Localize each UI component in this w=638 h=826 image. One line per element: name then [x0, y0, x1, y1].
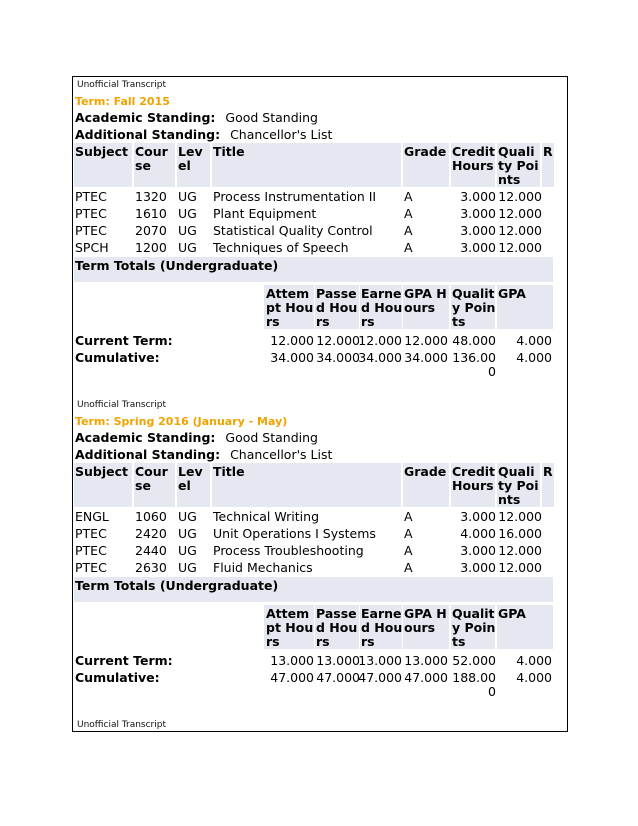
course-credit-hours: 3.000	[460, 189, 496, 204]
academic-standing-value: Good Standing	[225, 430, 318, 445]
term-totals-title: Term Totals (Undergraduate)	[75, 258, 279, 273]
totals-quality: 188.000	[452, 670, 496, 699]
totals-header-passed: Passed Hours	[316, 606, 358, 649]
term-heading: Term: Spring 2016 (January - May)	[75, 415, 288, 428]
course-subject: PTEC	[75, 526, 107, 541]
course-title: Fluid Mechanics	[213, 560, 313, 575]
totals-earned: 34.000	[358, 350, 402, 365]
course-number: 1200	[135, 240, 167, 255]
course-title: Technical Writing	[213, 509, 320, 524]
course-credit-hours: 4.000	[460, 526, 496, 541]
totals-header-gpa: GPA	[498, 286, 526, 301]
totals-passed: 47.000	[316, 670, 360, 685]
course-grade: A	[404, 223, 413, 238]
term-totals-title: Term Totals (Undergraduate)	[75, 578, 279, 593]
additional-standing-label: Additional Standing:	[75, 447, 221, 462]
column-header-subject: Subject	[75, 144, 128, 159]
additional-standing-value: Chancellor's List	[230, 447, 333, 462]
academic-standing-row	[75, 430, 318, 445]
course-number: 2070	[135, 223, 167, 238]
totals-header-gpa_hours: GPA Hours	[404, 286, 447, 315]
course-quality-points: 12.000	[498, 206, 542, 221]
course-title: Process Troubleshooting	[213, 543, 364, 558]
totals-gpa: 4.000	[516, 670, 552, 685]
course-subject: SPCH	[75, 240, 109, 255]
course-grade: A	[404, 543, 413, 558]
course-grade: A	[404, 206, 413, 221]
course-level: UG	[178, 206, 197, 221]
totals-header-quality: Quality Points	[452, 286, 496, 329]
column-header-credit: Credit Hours	[452, 144, 496, 173]
column-header-r: R	[543, 464, 553, 479]
column-header-grade: Grade	[404, 144, 447, 159]
course-level: UG	[178, 509, 197, 524]
totals-row-label: Cumulative:	[75, 350, 160, 365]
totals-gpa_hours: 47.000	[404, 670, 448, 685]
course-number: 1320	[135, 189, 167, 204]
course-level: UG	[178, 560, 197, 575]
totals-earned: 13.000	[358, 653, 402, 668]
unofficial-transcript-footer: Unofficial Transcript	[77, 720, 166, 730]
totals-row-label: Current Term:	[75, 653, 173, 668]
column-header-title: Title	[213, 464, 245, 479]
totals-header-earned: Earned Hours	[361, 286, 403, 329]
course-credit-hours: 3.000	[460, 560, 496, 575]
column-header-course: Course	[135, 144, 168, 173]
course-quality-points: 12.000	[498, 509, 542, 524]
course-grade: A	[404, 560, 413, 575]
course-grade: A	[404, 240, 413, 255]
column-header-quality: Quality Points	[498, 464, 539, 507]
course-title: Statistical Quality Control	[213, 223, 373, 238]
totals-gpa_hours: 12.000	[404, 333, 448, 348]
course-quality-points: 12.000	[498, 560, 542, 575]
totals-header-earned: Earned Hours	[361, 606, 403, 649]
totals-row-label: Current Term:	[75, 333, 173, 348]
course-credit-hours: 3.000	[460, 223, 496, 238]
course-credit-hours: 3.000	[460, 240, 496, 255]
course-level: UG	[178, 223, 197, 238]
course-credit-hours: 3.000	[460, 543, 496, 558]
course-subject: ENGL	[75, 509, 109, 524]
totals-header-gpa_hours: GPA Hours	[404, 606, 447, 635]
column-header-course: Course	[135, 464, 168, 493]
academic-standing-label: Academic Standing:	[75, 110, 216, 125]
course-credit-hours: 3.000	[460, 206, 496, 221]
course-level: UG	[178, 543, 197, 558]
column-header-credit: Credit Hours	[452, 464, 496, 493]
totals-attempt: 47.000	[270, 670, 314, 685]
course-level: UG	[178, 526, 197, 541]
additional-standing-row	[75, 447, 332, 462]
column-header-level: Level	[178, 464, 203, 493]
course-title: Process Instrumentation II	[213, 189, 377, 204]
course-level: UG	[178, 189, 197, 204]
totals-earned: 47.000	[358, 670, 402, 685]
course-quality-points: 12.000	[498, 240, 542, 255]
course-subject: PTEC	[75, 560, 107, 575]
totals-gpa_hours: 34.000	[404, 350, 448, 365]
totals-quality: 136.000	[452, 350, 496, 379]
term-heading: Term: Fall 2015	[75, 95, 170, 108]
totals-attempt: 12.000	[270, 333, 314, 348]
course-quality-points: 12.000	[498, 223, 542, 238]
totals-header-attempt: Attempt Hours	[266, 606, 314, 649]
totals-row-label: Cumulative:	[75, 670, 160, 685]
academic-standing-row	[75, 110, 318, 125]
totals-passed: 34.000	[316, 350, 360, 365]
course-grade: A	[404, 509, 413, 524]
totals-header-quality: Quality Points	[452, 606, 496, 649]
course-quality-points: 12.000	[498, 189, 542, 204]
column-header-quality: Quality Points	[498, 144, 539, 187]
totals-header-gpa: GPA	[498, 606, 526, 621]
course-number: 1060	[135, 509, 167, 524]
totals-quality: 52.000	[452, 653, 496, 668]
column-header-grade: Grade	[404, 464, 447, 479]
course-number: 1610	[135, 206, 167, 221]
course-subject: PTEC	[75, 206, 107, 221]
totals-passed: 13.000	[316, 653, 360, 668]
totals-gpa: 4.000	[516, 333, 552, 348]
column-header-subject: Subject	[75, 464, 128, 479]
totals-gpa: 4.000	[516, 350, 552, 365]
course-quality-points: 12.000	[498, 543, 542, 558]
course-title: Plant Equipment	[213, 206, 317, 221]
totals-quality: 48.000	[452, 333, 496, 348]
course-quality-points: 16.000	[498, 526, 542, 541]
additional-standing-row	[75, 127, 332, 142]
totals-header-passed: Passed Hours	[316, 286, 358, 329]
totals-attempt: 34.000	[270, 350, 314, 365]
course-grade: A	[404, 526, 413, 541]
course-subject: PTEC	[75, 543, 107, 558]
column-header-r: R	[543, 144, 553, 159]
additional-standing-value: Chancellor's List	[230, 127, 333, 142]
course-subject: PTEC	[75, 189, 107, 204]
unofficial-transcript-header: Unofficial Transcript	[77, 400, 166, 410]
course-credit-hours: 3.000	[460, 509, 496, 524]
course-number: 2630	[135, 560, 167, 575]
totals-gpa_hours: 13.000	[404, 653, 448, 668]
course-title: Unit Operations I Systems	[213, 526, 376, 541]
column-header-title: Title	[213, 144, 245, 159]
course-number: 2420	[135, 526, 167, 541]
course-grade: A	[404, 189, 413, 204]
totals-earned: 12.000	[358, 333, 402, 348]
totals-gpa: 4.000	[516, 653, 552, 668]
course-number: 2440	[135, 543, 167, 558]
course-level: UG	[178, 240, 197, 255]
academic-standing-value: Good Standing	[225, 110, 318, 125]
column-header-level: Level	[178, 144, 203, 173]
totals-header-attempt: Attempt Hours	[266, 286, 314, 329]
course-subject: PTEC	[75, 223, 107, 238]
academic-standing-label: Academic Standing:	[75, 430, 216, 445]
totals-attempt: 13.000	[270, 653, 314, 668]
additional-standing-label: Additional Standing:	[75, 127, 221, 142]
course-title: Techniques of Speech	[213, 240, 349, 255]
unofficial-transcript-header: Unofficial Transcript	[77, 80, 166, 90]
totals-passed: 12.000	[316, 333, 360, 348]
